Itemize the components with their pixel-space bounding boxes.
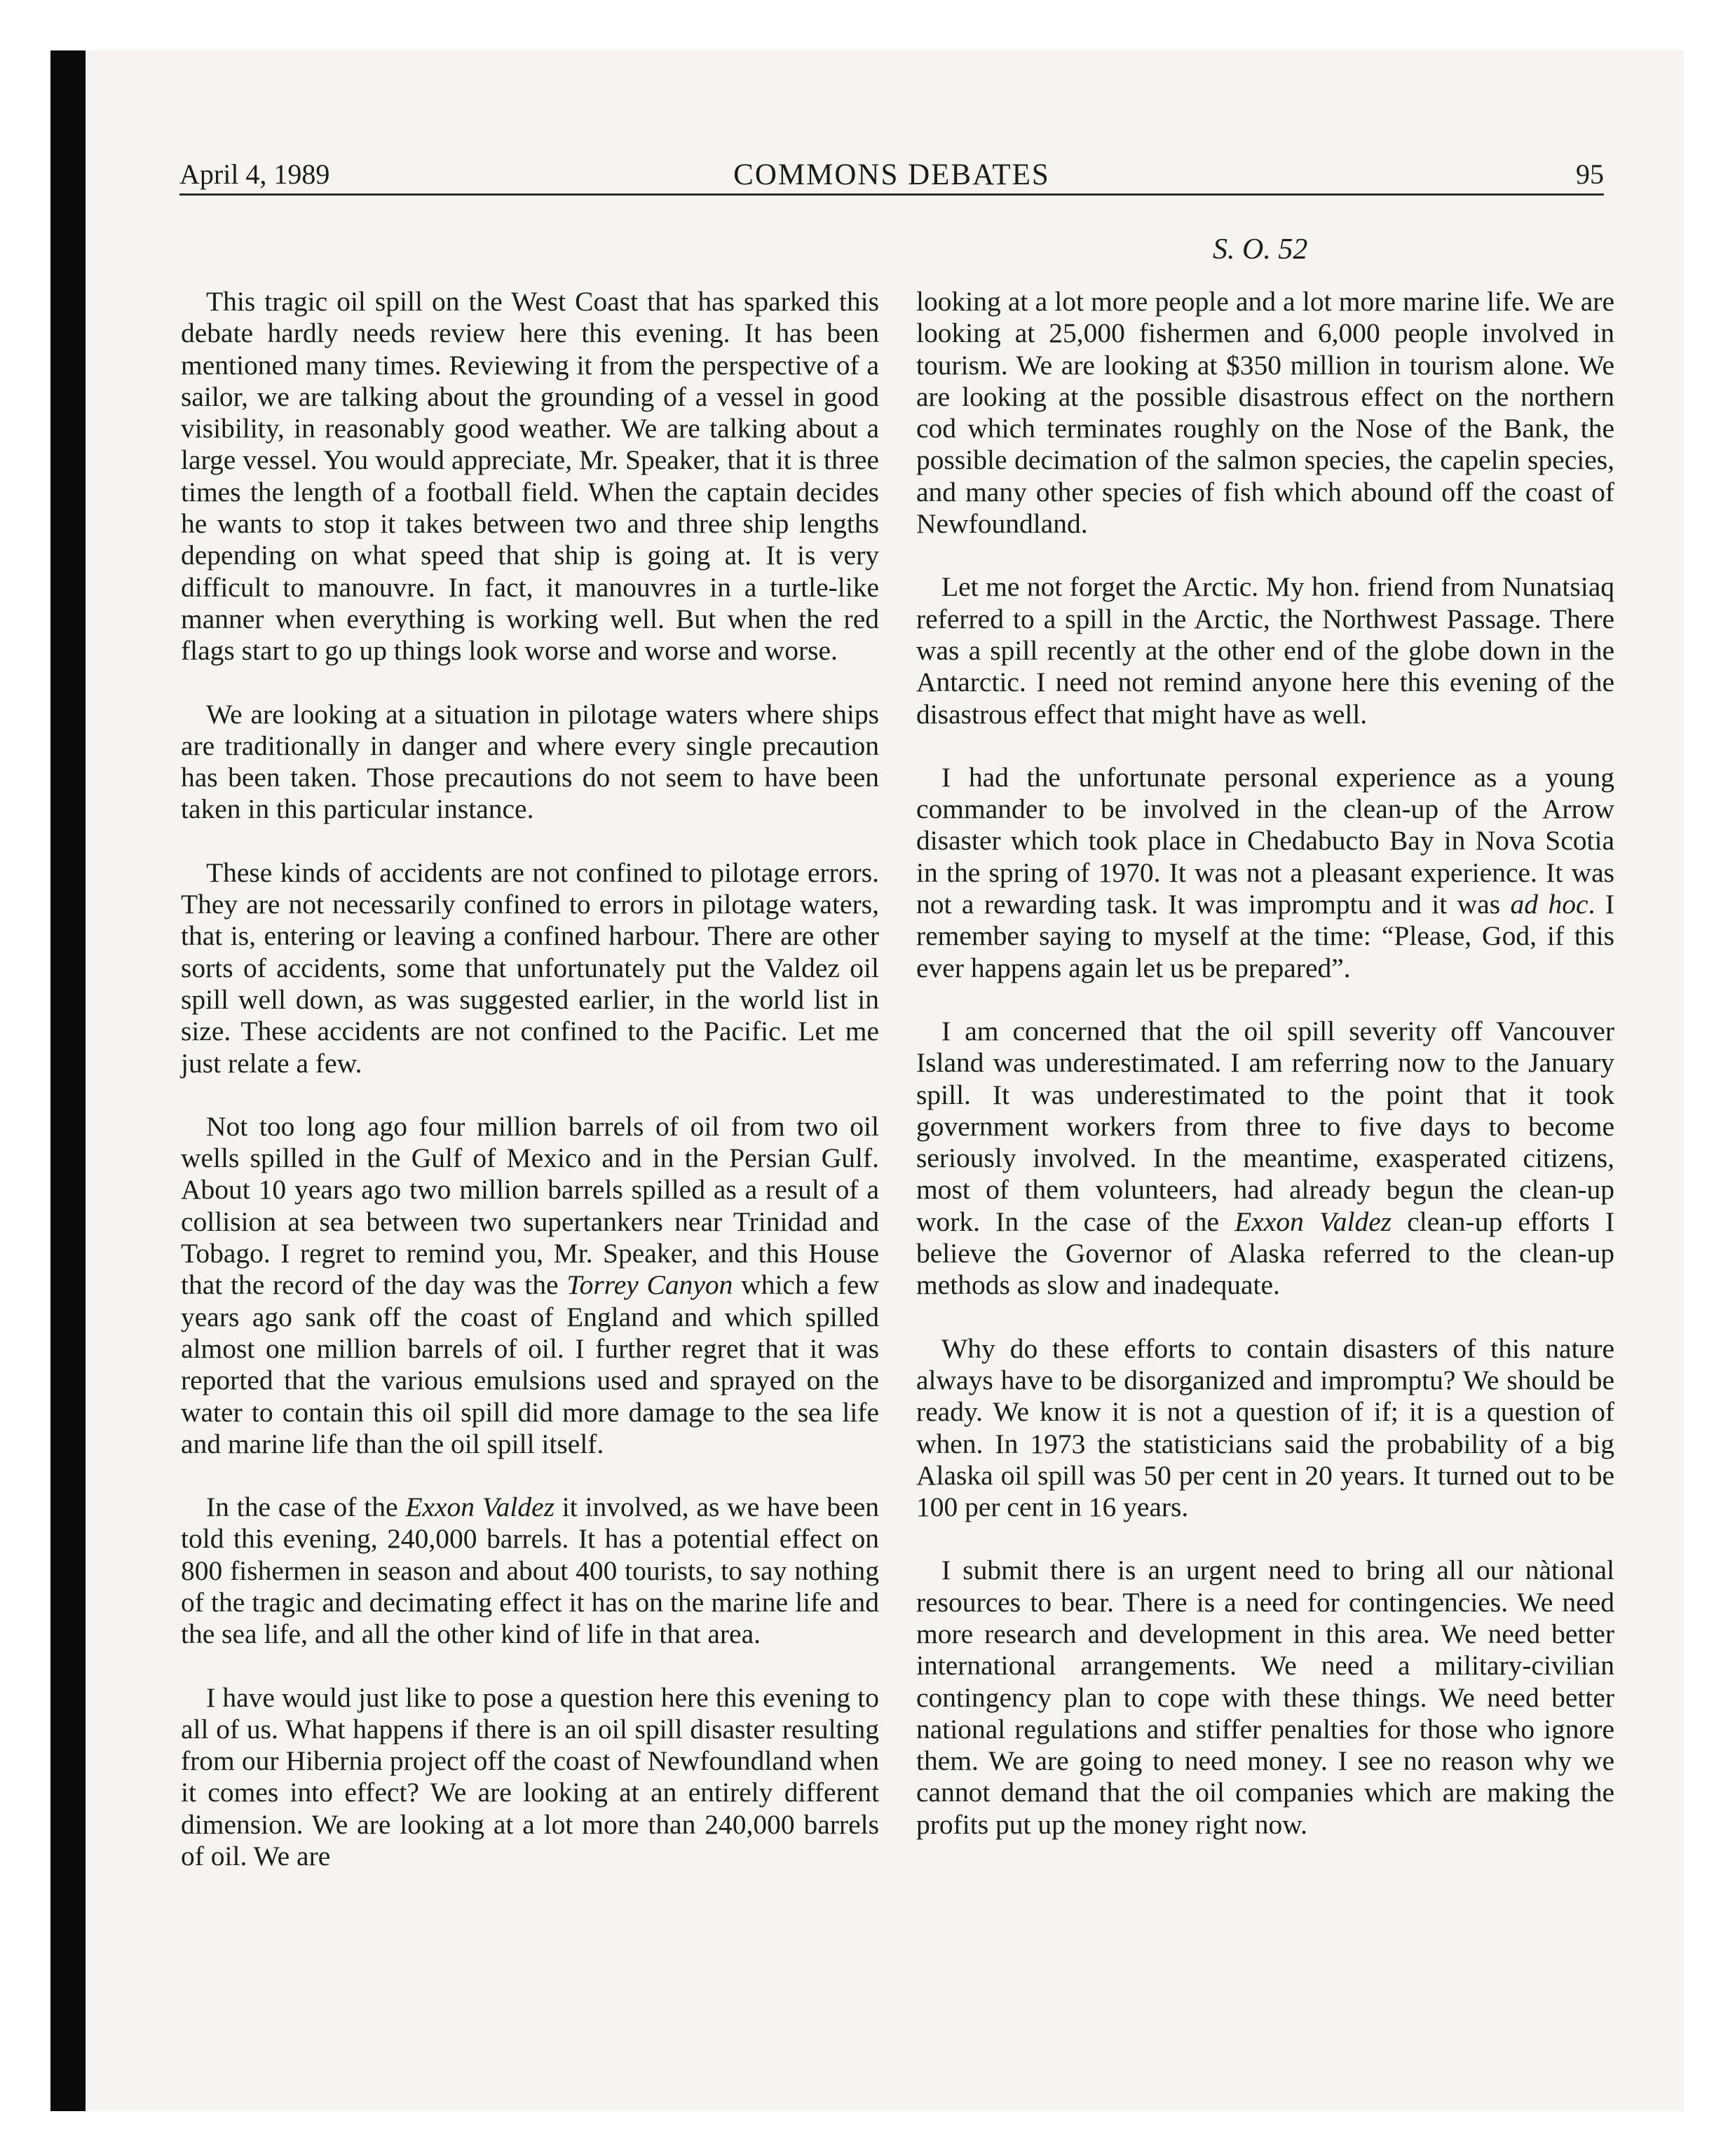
text-run: I had the unfortunate personal experience as a young commander to be involved in the clean-up of the Arrow disaster which took place in Chedabucto Bay in Nova Scotia in the spring of 1970. It was not a pleasant experience. It was not a rewarding task. It was impromptu and it was [916, 761, 1614, 920]
left-column [181, 286, 879, 1872]
right-column [916, 286, 1614, 1841]
page-header [179, 150, 1604, 196]
text-run: . I remember saying to myself at the time: “Please, God, if this ever happens again let us be prepared”. [916, 889, 1614, 983]
paragraph: Why do these efforts to contain disasters of this nature always have to be disorganized and impromptu? We should be ready. We know it is not a question of if; it is a question of when. In 1973 the statisticians said the probability of a big Alaska oil spill was 50 per cent in 20 years. It turned out to be 100 per cent in 16 years. [916, 1332, 1614, 1523]
paragraph [916, 762, 1614, 984]
header-title: COMMONS DEBATES [733, 158, 1050, 191]
paragraph [181, 1111, 879, 1460]
text-run: Not too long ago four million barrels of oil from two oil wells spilled in the Gulf of Mexico and in the Persian Gulf. About 10 years ago two million barrels spilled as a result of a collision at sea between two supertankers near Trinidad and Tobago. I regret to remind you, Mr. Speaker, and this House that the record of the day was the [181, 1110, 879, 1301]
italic-term: ad hoc [1510, 889, 1588, 920]
paragraph: looking at a lot more people and a lot more marine life. We are looking at 25,000 fishermen and 6,000 people involved in tourism. We are looking at $350 million in tourism alone. We are looking at the possible disastrous effect on the northern cod which terminates roughly on the Nose of the Bank, the possible decimation of the salmon species, the capelin species, and many other species of fish which abound off the coast of Newfoundland. [916, 286, 1614, 540]
paragraph: These kinds of accidents are not confined to pilotage errors. They are not necessarily confined to errors in pilotage waters, that is, entering or leaving a confined harbour. There are other sorts of accidents, some that unfortunately put the Valdez oil spill well down, as was suggested earlier, in the world list in size. These accidents are not confined to the Pacific. Let me just relate a few. [181, 857, 879, 1079]
paragraph: I have would just like to pose a question here this evening to all of us. What happens if there is an oil spill disaster resulting from our Hibernia project off the coast of Newfoundland when it comes into effect? We are looking at an entirely different dimension. We are looking at a lot more than 240,000 barrels of oil. We are [181, 1681, 879, 1872]
text-run: which a few years ago sank off the coast of England and which spilled almost one million barrels of oil. I further regret that it was reported that the various emulsions used and sprayed on the water to contain this oil spill did more damage to the sea life and marine life than the oil spill itself. [181, 1269, 879, 1459]
paragraph: This tragic oil spill on the West Coast that has sparked this debate hardly needs review here this evening. It has been mentioned many times. Reviewing it from the perspective of a sailor, we are talking about the grounding of a vessel in good visibility, in reasonably good weather. We are talking about a large vessel. You would appreciate, Mr. Speaker, that it is three times the length of a football field. When the captain decides he wants to stop it takes between two and three ship lengths depending on what speed that ship is going at. It is very difficult to manouvre. In fact, it manouvres in a turtle-like manner when everything is working well. But when the red flags start to go up things look worse and worse and worse. [181, 286, 879, 667]
text-run: I am concerned that the oil spill severity off Vancouver Island was underestimated. I am referring now to the January spill. It was underestimated to the point that it took government workers from three to five days to become seriously involved. In the meantime, exasperated citizens, most of them volunteers, had already begun the clean-up work. In the case of the [916, 1015, 1614, 1237]
paragraph [181, 1492, 879, 1650]
paragraph: We are looking at a situation in pilotage waters where ships are traditionally in danger and where every single precaution has been taken. Those precautions do not seem to have been taken in this particular instance. [181, 698, 879, 825]
paragraph: I submit there is an urgent need to bring all our nàtional resources to bear. There is a need for contingencies. We need more research and development in this area. We need better international arrangements. We need a military-civilian contingency plan to cope with these things. We need better national regulations and stiffer penalties for those who ignore them. We are going to need money. I see no reason why we cannot demand that the oil companies which are making the profits put up the money right now. [916, 1555, 1614, 1840]
text-run: In the case of the [206, 1492, 406, 1523]
header-date: April 4, 1989 [179, 158, 330, 190]
ship-name: Torrey Canyon [566, 1269, 733, 1301]
scan-edge-shadow [50, 50, 86, 2111]
page-number: 95 [1576, 158, 1604, 190]
text-run: it involved, as we have been told this evening, 240,000 barrels. It has a potential effect on 800 fishermen in season and about 400 tourists, to say nothing of the tragic and decimating effect it has on the marine life and the sea life, and all the other kind of life in that area. [181, 1492, 879, 1650]
ship-name: Exxon Valdez [405, 1492, 554, 1523]
header-rule [179, 193, 1604, 196]
section-label: S. O. 52 [1213, 233, 1308, 266]
text-run: clean-up efforts I believe the Governor of Alaska referred to the clean-up methods as slow and inadequate. [916, 1206, 1614, 1301]
paragraph [916, 1016, 1614, 1302]
paragraph: Let me not forget the Arctic. My hon. friend from Nunatsiaq referred to a spill in the Arctic, the Northwest Passage. There was a spill recently at the other end of the globe down in the Antarctic. I need not remind anyone here this evening of the disastrous effect that might have as well. [916, 571, 1614, 730]
ship-name: Exxon Valdez [1234, 1206, 1392, 1237]
